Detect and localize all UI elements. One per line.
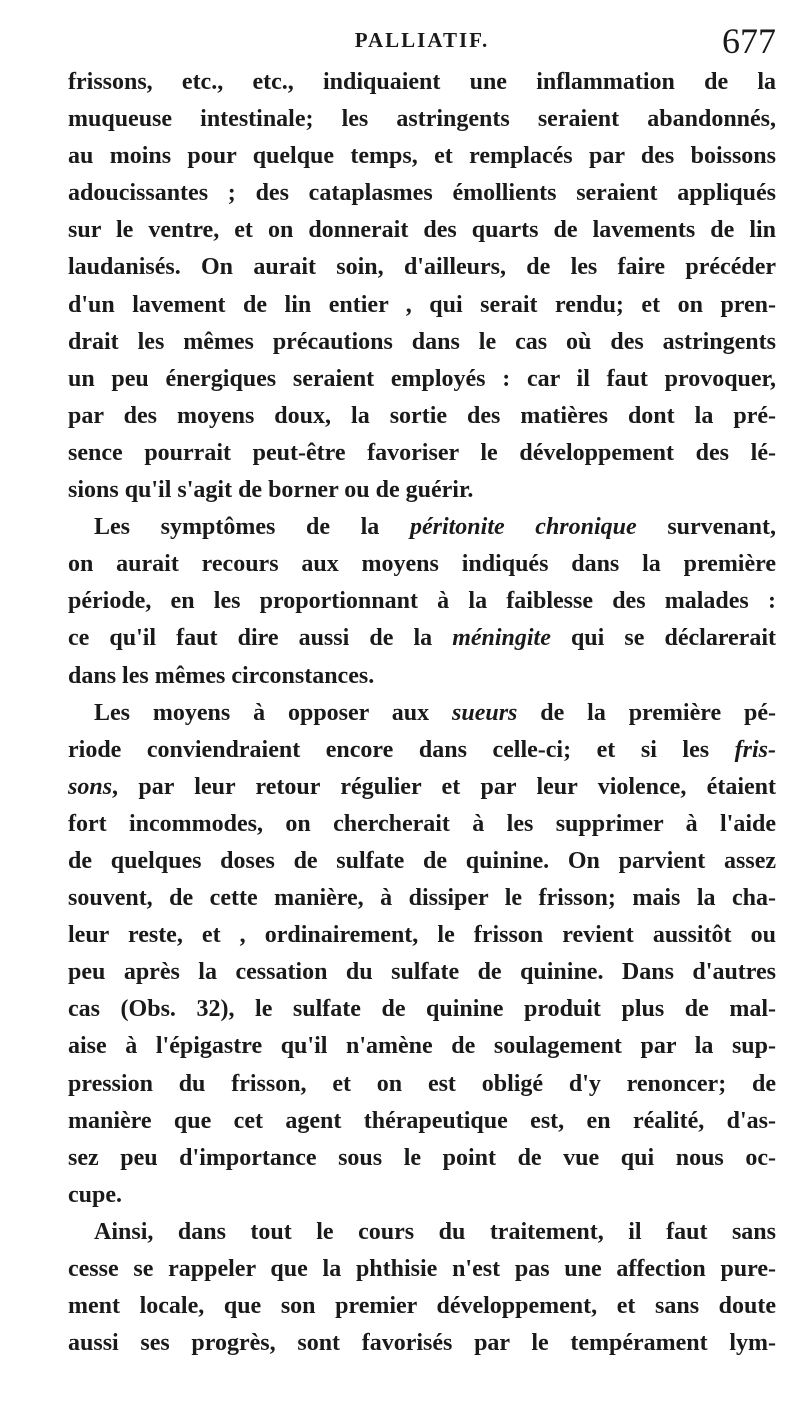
text-line [68,583,776,620]
text-segment: cesse se rappeler que la phthisie n'est pas une affection pure- [68,1256,776,1282]
text-segment: aise à l'épigastre qu'il n'amène de soulagement par la sup- [68,1033,776,1060]
text-segment: adoucissantes ; des cataplasmes émollients seraient appliqués [68,180,776,207]
text-segment: leur reste, et , ordinairement, le frisson revient aussitôt ou [68,922,776,949]
text-segment: Les symptômes de la [94,514,410,541]
text-segment: ce qu'il faut dire aussi de la [68,625,453,652]
text-segment: aussi ses progrès, sont favorisés par le tempérament lym- [68,1330,776,1357]
italic-term: fris- [734,736,776,763]
text-line [68,287,776,324]
text-line [68,769,776,806]
text-line [68,175,776,212]
text-line [68,361,776,398]
text-segment: on aurait recours aux moyens indiqués dans la première [68,551,776,578]
text-line [68,917,776,954]
text-segment: qui se déclarerait [550,625,776,652]
page-number: 677 [722,21,776,61]
text-segment: période, en les proportionnant à la faiblesse des malades : [68,588,776,615]
text-line [68,732,776,769]
body-text [68,64,776,1362]
text-line [68,991,776,1028]
text-segment: un peu énergiques seraient employés : car il faut provoquer, [68,365,776,392]
text-line [68,1066,776,1103]
text-line [68,509,776,546]
text-line [68,843,776,880]
italic-term: sons [68,773,113,800]
text-segment: drait les mêmes précautions dans le cas où des astringents [68,328,776,355]
running-title: PALLIATIF. [354,28,490,52]
text-segment: frissons, etc., etc., indiquaient une inflammation de la [68,69,776,95]
text-line [68,695,776,732]
text-segment: riode conviendraient encore dans celle-ci; et si les [68,736,735,763]
text-segment: , par leur retour régulier et par leur violence, étaient [112,773,776,800]
text-segment: laudanisés. On aurait soin, d'ailleurs, de les faire précéder [68,254,776,281]
text-line [68,138,776,175]
text-segment: de la première pé- [517,699,776,726]
italic-term: méningite [452,625,551,652]
text-line [68,324,776,361]
text-segment: cupe. [68,1181,122,1208]
text-line [68,1288,776,1325]
text-line [68,806,776,843]
running-head [68,20,776,60]
text-segment: pression du frisson, et on est obligé d'y renoncer; de [68,1070,776,1097]
text-segment: par des moyens doux, la sortie des matières dont la pré- [68,402,776,429]
text-segment: survenant, [636,514,776,541]
text-segment: souvent, de cette manière, à dissiper le frisson; mais la cha- [68,885,776,912]
text-segment: sez peu d'importance sous le point de vue qui nous oc- [68,1144,776,1171]
text-segment: fort incommodes, on chercherait à les supprimer à l'aide [68,810,776,837]
text-segment: peu après la cessation du sulfate de quinine. Dans d'autres [68,959,776,986]
text-line [68,658,776,695]
text-line [68,1140,776,1177]
text-segment: cas (Obs. 32), le sulfate de quinine produit plus de mal- [68,996,776,1023]
text-line [68,1325,776,1362]
text-line [68,1028,776,1065]
text-segment: Les moyens à opposer aux [94,699,453,726]
text-line [68,880,776,917]
text-line [68,1177,776,1214]
text-segment: sence pourrait peut-être favoriser le développement des lé- [68,439,776,466]
text-line [68,620,776,657]
text-segment: Ainsi, dans tout le cours du traitement, il faut sans [94,1218,776,1245]
text-segment: ment locale, que son premier développement, et sans doute [68,1293,776,1320]
text-line [68,249,776,286]
text-segment: d'un lavement de lin entier , qui serait rendu; et on pren- [68,291,776,318]
text-line [68,1251,776,1288]
italic-term: sueurs [452,699,518,726]
text-line [68,546,776,583]
text-segment: dans les mêmes circonstances. [68,662,375,689]
text-line [68,64,776,101]
italic-term: péritonite chronique [409,514,637,541]
text-line [68,1103,776,1140]
text-segment: de quelques doses de sulfate de quinine. On parvient assez [68,847,776,874]
text-segment: au moins pour quelque temps, et remplacés par des boissons [68,143,776,170]
text-line [68,101,776,138]
text-line [68,1214,776,1251]
text-segment: sur le ventre, et on donnerait des quarts de lavements de lin [68,217,776,244]
text-segment: muqueuse intestinale; les astringents seraient abandonnés, [68,106,776,133]
text-line [68,212,776,249]
text-line [68,954,776,991]
text-segment: manière que cet agent thérapeutique est, en réalité, d'as- [68,1107,776,1134]
text-line [68,472,776,509]
text-line [68,435,776,472]
text-segment: sions qu'il s'agit de borner ou de guérir. [68,477,474,504]
text-line [68,398,776,435]
